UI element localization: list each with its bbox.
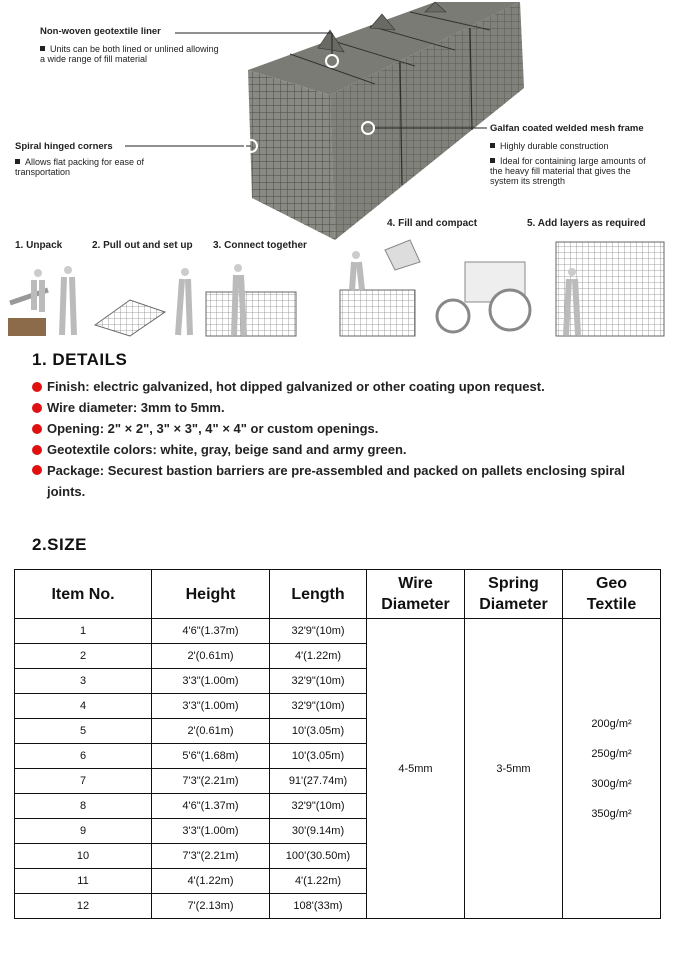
length-cell: 32'9"(10m) bbox=[270, 669, 367, 694]
corners-callout-title: Spiral hinged corners bbox=[15, 141, 113, 152]
item-no-cell: 4 bbox=[15, 694, 152, 719]
barrier-diagram bbox=[0, 0, 676, 340]
height-cell: 4'6"(1.37m) bbox=[152, 619, 270, 644]
wire-diameter-cell: 4-5mm bbox=[367, 619, 465, 919]
item-no-cell: 3 bbox=[15, 669, 152, 694]
length-cell: 108'(33m) bbox=[270, 894, 367, 919]
length-cell: 32'9"(10m) bbox=[270, 794, 367, 819]
red-bullet-icon bbox=[32, 382, 42, 392]
length-cell: 4'(1.22m) bbox=[270, 869, 367, 894]
geo-textile-value: 300g/m² bbox=[591, 777, 632, 790]
step-label-setup: 2. Pull out and set up bbox=[92, 240, 193, 251]
length-cell: 100'(30.50m) bbox=[270, 844, 367, 869]
length-cell: 32'9"(10m) bbox=[270, 694, 367, 719]
detail-item: Wire diameter: 3mm to 5mm. bbox=[32, 397, 662, 418]
height-cell: 3'3"(1.00m) bbox=[152, 819, 270, 844]
height-cell: 7'3"(2.21m) bbox=[152, 769, 270, 794]
item-no-cell: 12 bbox=[15, 894, 152, 919]
height-cell: 4'(1.22m) bbox=[152, 869, 270, 894]
column-header: Geo Textile bbox=[563, 570, 661, 619]
step4-illustration bbox=[340, 240, 530, 336]
column-header: Wire Diameter bbox=[367, 570, 465, 619]
length-cell: 10'(3.05m) bbox=[270, 744, 367, 769]
bullet-square-icon bbox=[490, 143, 495, 148]
length-cell: 4'(1.22m) bbox=[270, 644, 367, 669]
red-bullet-icon bbox=[32, 424, 42, 434]
height-cell: 3'3"(1.00m) bbox=[152, 669, 270, 694]
liner-callout-title: Non-woven geotextile liner bbox=[40, 26, 161, 37]
step3-illustration bbox=[206, 264, 296, 336]
length-cell: 91'(27.74m) bbox=[270, 769, 367, 794]
bullet-square-icon bbox=[490, 158, 495, 163]
height-cell: 7'3"(2.21m) bbox=[152, 844, 270, 869]
height-cell: 2'(0.61m) bbox=[152, 644, 270, 669]
detail-item: Finish: electric galvanized, hot dipped galvanized or other coating upon request. bbox=[32, 376, 662, 397]
length-cell: 10'(3.05m) bbox=[270, 719, 367, 744]
item-no-cell: 11 bbox=[15, 869, 152, 894]
item-no-cell: 7 bbox=[15, 769, 152, 794]
column-header: Height bbox=[152, 570, 270, 619]
detail-item: Package: Securest bastion barriers are pre-assembled and packed on pallets enclosing spiral joints. bbox=[32, 460, 662, 502]
size-table bbox=[14, 569, 661, 919]
step-label-layers: 5. Add layers as required bbox=[527, 218, 646, 229]
detail-item: Opening: 2" × 2", 3" × 3", 4" × 4" or custom openings. bbox=[32, 418, 662, 439]
item-no-cell: 5 bbox=[15, 719, 152, 744]
step-label-connect: 3. Connect together bbox=[213, 240, 307, 251]
step2-illustration bbox=[95, 268, 190, 336]
size-heading: 2.SIZE bbox=[32, 535, 87, 554]
length-cell: 30'(9.14m) bbox=[270, 819, 367, 844]
geo-textile-value: 350g/m² bbox=[591, 807, 632, 820]
frame-callout-item-1: Highly durable construction bbox=[490, 141, 670, 151]
height-cell: 7'(2.13m) bbox=[152, 894, 270, 919]
step5-illustration bbox=[556, 242, 664, 336]
table-header-row bbox=[15, 570, 661, 619]
geo-textile-value: 200g/m² bbox=[591, 717, 632, 730]
item-no-cell: 2 bbox=[15, 644, 152, 669]
column-header: Length bbox=[270, 570, 367, 619]
step1-illustration bbox=[8, 266, 74, 336]
frame-callout-item-2: Ideal for containing large amounts of the heavy fill material that gives the system its strength bbox=[490, 156, 646, 186]
geo-textile-value: 250g/m² bbox=[591, 747, 632, 760]
column-header: Spring Diameter bbox=[465, 570, 563, 619]
height-cell: 4'6"(1.37m) bbox=[152, 794, 270, 819]
step-label-unpack: 1. Unpack bbox=[15, 240, 63, 251]
item-no-cell: 8 bbox=[15, 794, 152, 819]
item-no-cell: 10 bbox=[15, 844, 152, 869]
red-bullet-icon bbox=[32, 445, 42, 455]
bullet-square-icon bbox=[15, 159, 20, 164]
details-heading: 1. DETAILS bbox=[32, 350, 128, 369]
table-row bbox=[15, 619, 661, 644]
item-no-cell: 1 bbox=[15, 619, 152, 644]
geo-textile-cell bbox=[563, 619, 661, 919]
item-no-cell: 6 bbox=[15, 744, 152, 769]
step-label-fill: 4. Fill and compact bbox=[387, 218, 478, 229]
item-no-cell: 9 bbox=[15, 819, 152, 844]
details-list bbox=[32, 376, 662, 502]
frame-callout-title: Galfan coated welded mesh frame bbox=[490, 123, 644, 134]
length-cell: 32'9"(10m) bbox=[270, 619, 367, 644]
spring-diameter-cell: 3-5mm bbox=[465, 619, 563, 919]
bullet-square-icon bbox=[40, 46, 45, 51]
height-cell: 5'6"(1.68m) bbox=[152, 744, 270, 769]
column-header: Item No. bbox=[15, 570, 152, 619]
corners-callout-item: Allows flat packing for ease of transportation bbox=[15, 157, 145, 177]
detail-item: Geotextile colors: white, gray, beige sand and army green. bbox=[32, 439, 662, 460]
red-bullet-icon bbox=[32, 403, 42, 413]
height-cell: 2'(0.61m) bbox=[152, 719, 270, 744]
liner-callout-item: Units can be both lined or unlined allowing a wide range of fill material bbox=[40, 44, 219, 64]
height-cell: 3'3"(1.00m) bbox=[152, 694, 270, 719]
red-bullet-icon bbox=[32, 465, 42, 475]
